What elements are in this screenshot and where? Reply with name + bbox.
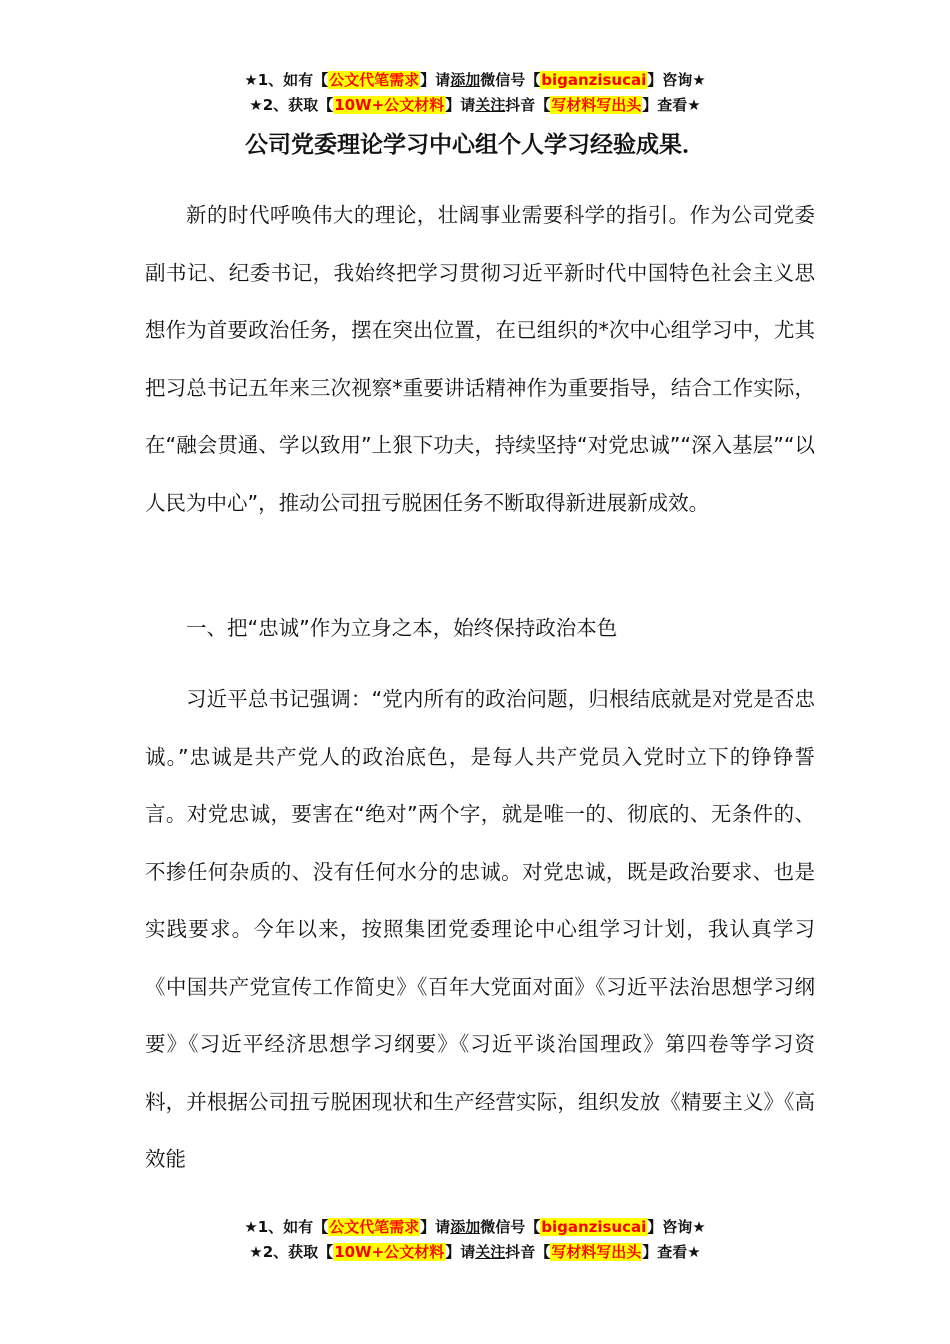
banner-text: ★1、如有【: [244, 1218, 329, 1236]
banner-line-1: [0, 68, 950, 93]
banner-text: 】查看★: [642, 96, 701, 114]
banner-text: 微信号【: [480, 1218, 541, 1236]
paragraph-text: 新的时代呼唤伟大的理论，壮阔事业需要科学的指引。作为公司党委副书记、纪委书记，我始终把学习贯彻习近平新时代中国特色社会主义思想作为首要政治任务，摆在突出位置，在已组织的*次中心组学习中，尤其把习总书记五年来三次视察*重要讲话精神作为重要指导，结合工作实际，在“融会贯通、学以致用”上狠下功夫，持续坚持“对党忠诚”“深入基层”“以人民为中心”，推动公司扭亏脱困任务不断取得新进展新成效。: [145, 203, 815, 515]
banner-line-1: [0, 1215, 950, 1240]
wechat-id: biganzisucai: [541, 71, 647, 89]
banner-text: 】咨询★: [647, 1218, 706, 1236]
banner-text: ★2、获取【: [249, 1243, 334, 1261]
highlight-text: 公文代笔需求: [329, 1218, 420, 1236]
banner-text: 微信号【: [480, 71, 541, 89]
underlined-text: 关注: [475, 1243, 506, 1261]
underlined-text: 添加: [450, 1218, 481, 1236]
paragraph-loyalty: [145, 671, 815, 1189]
paragraph-text: 习近平总书记强调：“党内所有的政治问题，归根结底就是对党是否忠诚。”忠诚是共产党人的政治底色，是每人共产党员入党时立下的铮铮誓言。对党忠诚，要害在“绝对”两个字，就是唯一的、彻底的、无条件的、不掺任何杂质的、没有任何水分的忠诚。对党忠诚，既是政治要求、也是实践要求。今年以来，按照集团党委理论中心组学习计划，我认真学习《中国共产党宣传工作简史》《百年大党面对面》《习近平法治思想学习纲要》《习近平经济思想学习纲要》《习近平谈治国理政》第四卷等学习资料，并根据公司扭亏脱困现状和生产经营实际，组织发放《精要主义》《高效能: [145, 687, 815, 1171]
banner-text: ★1、如有【: [244, 71, 329, 89]
document-title: 公司党委理论学习中心组个人学习经验成果．: [245, 132, 705, 158]
banner-text: 】咨询★: [647, 71, 706, 89]
paragraph-intro: [145, 187, 815, 532]
banner-text: 抖音【: [505, 96, 551, 114]
douyin-account: 写材料写出头: [551, 1243, 642, 1261]
header-banner: [0, 68, 950, 118]
banner-line-2: [0, 1240, 950, 1265]
highlight-text: 10W+公文材料: [334, 1243, 445, 1261]
underlined-text: 关注: [475, 96, 506, 114]
banner-text: 】请: [445, 96, 476, 114]
banner-line-2: [0, 93, 950, 118]
banner-text: 】查看★: [642, 1243, 701, 1261]
banner-text: 】请: [420, 1218, 451, 1236]
highlight-text: 10W+公文材料: [334, 96, 445, 114]
highlight-text: 公文代笔需求: [329, 71, 420, 89]
douyin-account: 写材料写出头: [551, 96, 642, 114]
heading-text: 一、把“忠诚”作为立身之本，始终保持政治本色: [186, 616, 618, 640]
banner-text: 】请: [420, 71, 451, 89]
banner-text: 】请: [445, 1243, 476, 1261]
wechat-id: biganzisucai: [541, 1218, 647, 1236]
section-heading: [145, 600, 815, 658]
underlined-text: 添加: [450, 71, 481, 89]
footer-banner: [0, 1215, 950, 1265]
banner-text: 抖音【: [505, 1243, 551, 1261]
banner-text: ★2、获取【: [249, 96, 334, 114]
